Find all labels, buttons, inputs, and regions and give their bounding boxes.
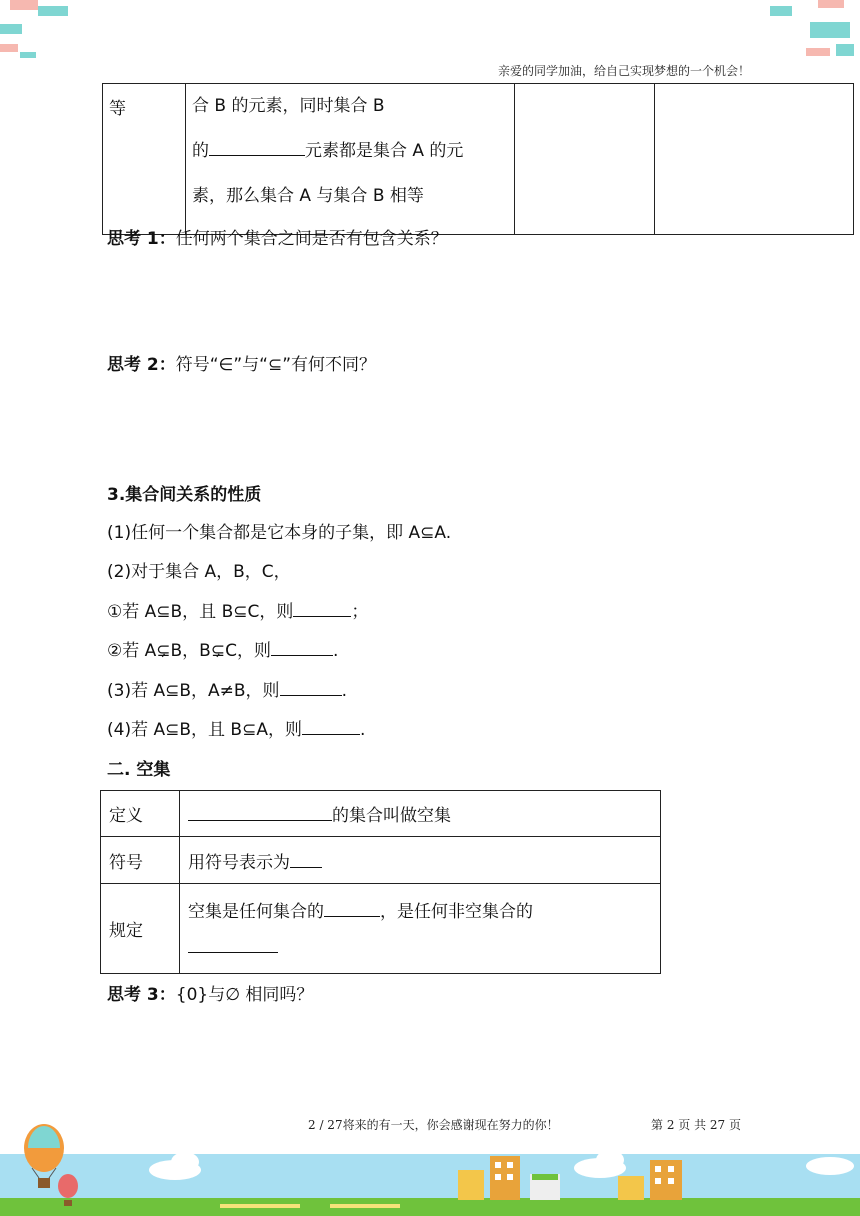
property-4: (4)若 A⊆B，且 B⊆A，则 . bbox=[107, 715, 365, 740]
row-label-rule: 规定 bbox=[101, 884, 180, 974]
fill-blank[interactable] bbox=[209, 137, 305, 156]
definition-line-3: 素，那么集合 A 与集合 B 相等 bbox=[192, 186, 424, 206]
fill-blank[interactable] bbox=[290, 849, 322, 868]
think-3: 思考 3：{0}与∅ 相同吗？ bbox=[107, 985, 314, 1005]
property-2a: ①若 A⊆B，且 B⊆C，则 ； bbox=[107, 597, 368, 622]
property-1: (1)任何一个集合都是它本身的子集，即 A⊆A. bbox=[107, 523, 452, 543]
empty-cell-2 bbox=[655, 84, 854, 235]
symbol-value: 用符号表示为 bbox=[180, 837, 661, 884]
empty-cell-1 bbox=[515, 84, 655, 235]
footer-page-info: 2 / 27将来的有一天，你会感谢现在努力的你！ bbox=[308, 1118, 559, 1132]
set-relation-table bbox=[102, 83, 854, 235]
row-label-definition: 定义 bbox=[101, 791, 180, 837]
section-empty-set-title: 二. 空集 bbox=[107, 760, 171, 780]
property-3: (3)若 A⊆B，A≠B，则 . bbox=[107, 676, 347, 701]
row-label-equal: 等 bbox=[103, 84, 186, 235]
rule-value: 空集是任何集合的 ，是任何非空集合的 bbox=[180, 884, 661, 974]
empty-set-table bbox=[100, 790, 661, 974]
corner-decoration-left bbox=[0, 0, 90, 60]
fill-blank[interactable] bbox=[324, 898, 380, 917]
section-3-title: 3.集合间关系的性质 bbox=[107, 485, 262, 505]
fill-blank[interactable] bbox=[188, 802, 332, 821]
row-label-symbol: 符号 bbox=[101, 837, 180, 884]
fill-blank[interactable] bbox=[271, 637, 333, 656]
definition-cell bbox=[186, 84, 515, 235]
bottom-scenery bbox=[0, 1120, 860, 1216]
fill-blank[interactable] bbox=[293, 598, 351, 617]
property-2b: ②若 A⊊B，B⊊C，则 . bbox=[107, 636, 338, 661]
fill-blank[interactable] bbox=[188, 934, 278, 953]
footer-page-count: 第 2 页 共 27 页 bbox=[651, 1118, 741, 1132]
definition-value: 的集合叫做空集 bbox=[180, 791, 661, 837]
property-2: (2)对于集合 A，B，C， bbox=[107, 562, 291, 582]
definition-line-2: 的 元素都是集合 A 的元 bbox=[192, 129, 508, 174]
header-motto: 亲爱的同学加油，给自己实现梦想的一个机会！ bbox=[497, 64, 750, 78]
think-2: 思考 2：符号“∈”与“⊆”有何不同？ bbox=[107, 355, 377, 375]
fill-blank[interactable] bbox=[280, 677, 342, 696]
definition-line-1: 合 B 的元素，同时集合 B bbox=[192, 96, 385, 116]
think-1: 思考 1：任何两个集合之间是否有包含关系？ bbox=[107, 229, 448, 249]
fill-blank[interactable] bbox=[302, 716, 360, 735]
corner-decoration-right bbox=[770, 0, 860, 70]
